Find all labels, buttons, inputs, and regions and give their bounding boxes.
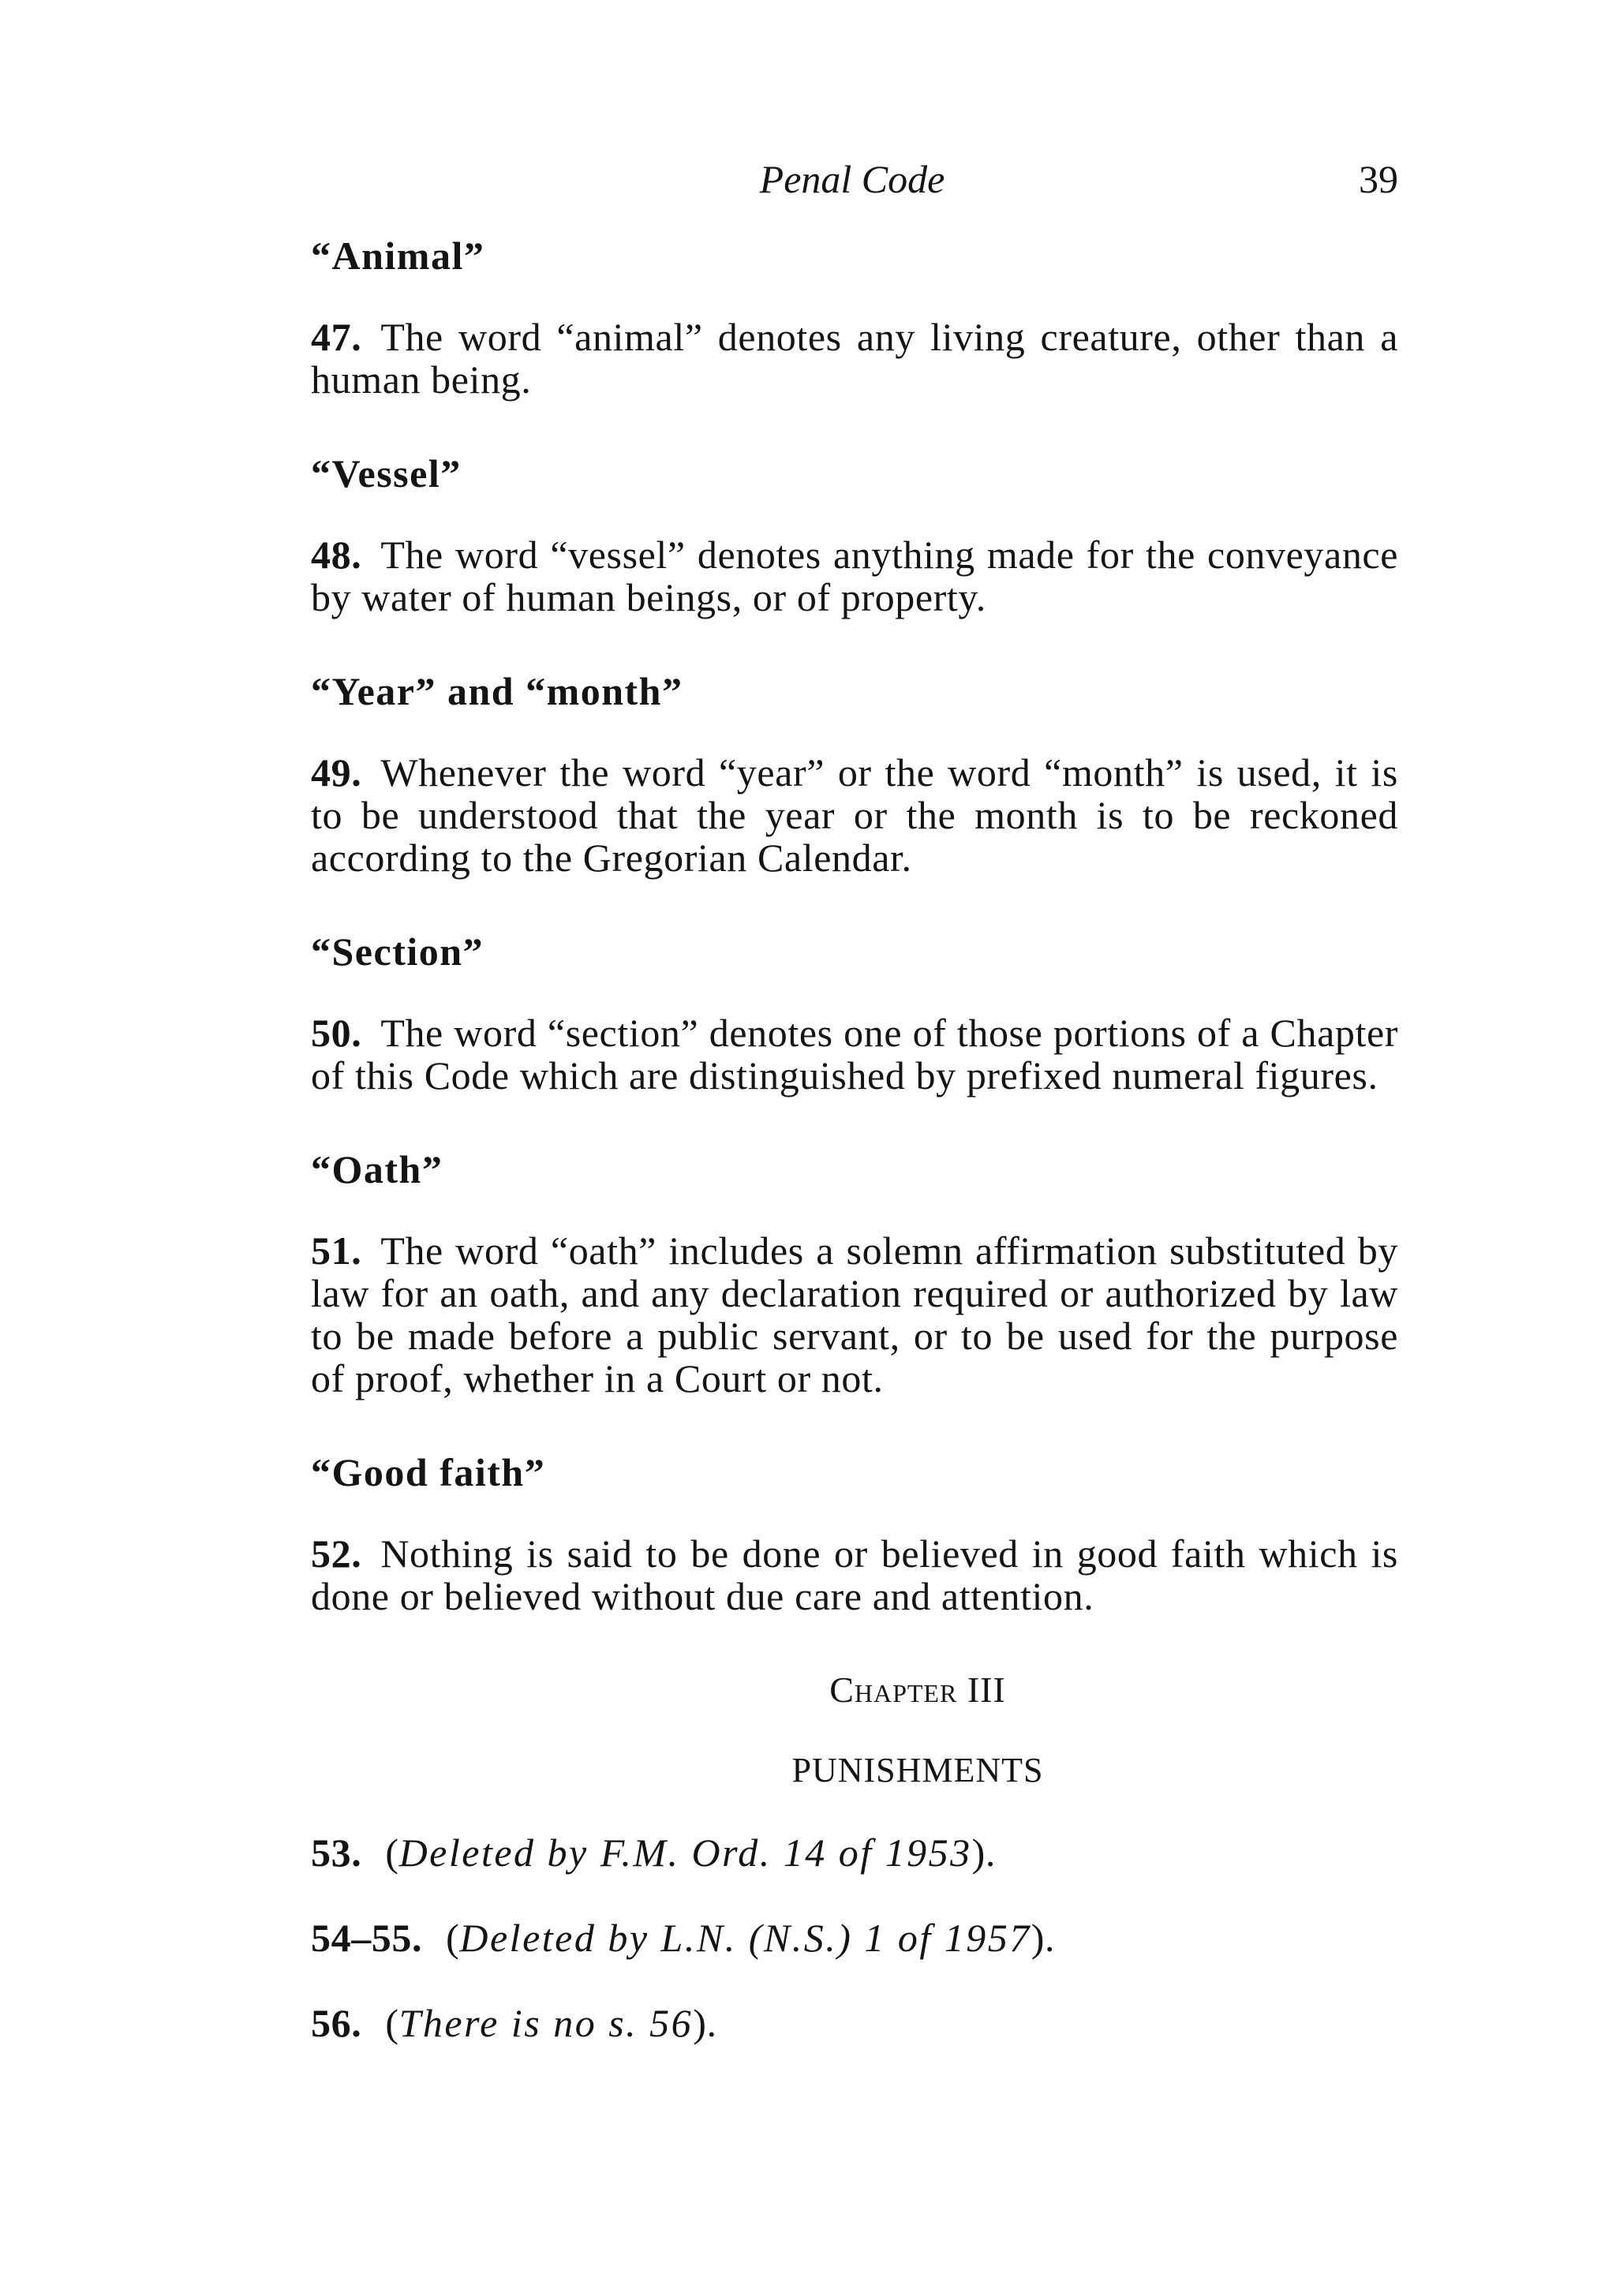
section-51 xyxy=(311,1229,1398,1400)
section-text: The word “vessel” denotes anything made for the conveyance by water of human beings, or of property. xyxy=(311,533,1398,619)
page-body xyxy=(311,234,1398,2086)
section-48 xyxy=(311,533,1398,619)
chapter-title: PUNISHMENTS xyxy=(791,1751,1044,1789)
section-text: The word “animal” denotes any living creature, other than a human being. xyxy=(311,315,1398,402)
section-number: 47. xyxy=(311,315,362,359)
section-50 xyxy=(311,1012,1398,1097)
section-number: 54–55. xyxy=(311,1916,423,1960)
section-text: Whenever the word “year” or the word “month” is used, it is to be understood that the year or the month is to be reckoned according to the Gregorian Calendar. xyxy=(311,750,1398,880)
chapter-number: III xyxy=(967,1670,1006,1710)
deletion-note: Deleted by F.M. Ord. 14 of 1953 xyxy=(398,1830,972,1875)
close-paren: ). xyxy=(1031,1916,1056,1960)
chapter-label: Chapter xyxy=(829,1670,958,1710)
section-52 xyxy=(311,1532,1398,1617)
section-number: 56. xyxy=(311,2001,362,2045)
deletion-note: Deleted by L.N. (N.S.) 1 of 1957 xyxy=(459,1916,1031,1960)
page-number: 39 xyxy=(1359,157,1398,201)
chapter-heading xyxy=(311,1668,1398,1712)
section-number: 52. xyxy=(311,1531,362,1576)
open-paren: ( xyxy=(385,2001,399,2045)
section-54-55 xyxy=(311,1916,1398,1960)
section-number: 49. xyxy=(311,750,362,795)
marginal-note-vessel: “Vessel” xyxy=(311,451,462,495)
section-text: Nothing is said to be done or believed in good faith which is done or believed without due care and attention. xyxy=(311,1531,1398,1618)
marginal-note-section: “Section” xyxy=(311,929,484,974)
section-56 xyxy=(311,2001,1398,2045)
section-number: 51. xyxy=(311,1228,362,1273)
omission-note: There is no s. 56 xyxy=(398,2001,694,2045)
running-title: Penal Code xyxy=(759,157,945,201)
marginal-note-good-faith: “Good faith” xyxy=(311,1450,546,1494)
section-47 xyxy=(311,316,1398,401)
section-text: The word “oath” includes a solemn affirmation substituted by law for an oath, and any declaration required or authorized by law to be made before a public servant, or to be used for the purpose of proof, whether in a Court or not. xyxy=(311,1228,1398,1400)
section-number: 50. xyxy=(311,1011,362,1055)
section-49 xyxy=(311,751,1398,879)
close-paren: ). xyxy=(971,1830,996,1875)
section-number: 48. xyxy=(311,533,362,577)
section-text: The word “section” denotes one of those portions of a Chapter of this Code which are distinguished by prefixed numeral figures. xyxy=(311,1011,1398,1098)
close-paren: ). xyxy=(693,2001,717,2045)
section-53 xyxy=(311,1830,1398,1875)
marginal-note-year-and-month: “Year” and “month” xyxy=(311,669,683,713)
marginal-note-oath: “Oath” xyxy=(311,1147,443,1191)
marginal-note-animal: “Animal” xyxy=(311,234,485,278)
open-paren: ( xyxy=(385,1830,399,1875)
open-paren: ( xyxy=(446,1916,460,1960)
section-number: 53. xyxy=(311,1830,362,1875)
